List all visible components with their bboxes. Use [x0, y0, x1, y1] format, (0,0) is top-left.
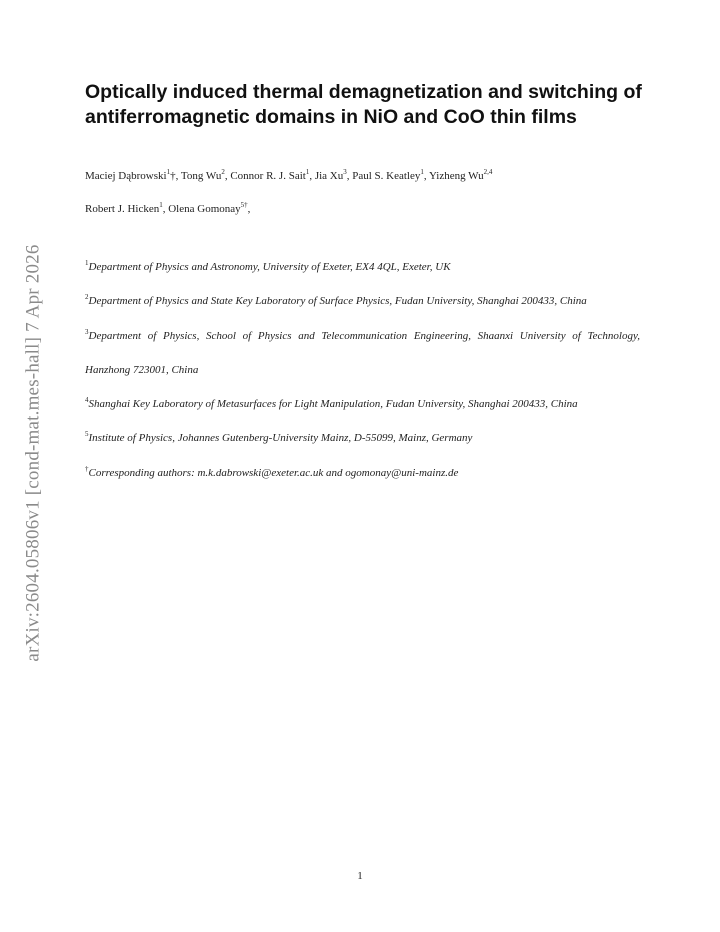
author-separator: , [309, 170, 315, 182]
author-affiliation-marker: 5† [240, 201, 248, 209]
author-affiliation-marker: 2,4 [483, 168, 493, 176]
author-affiliation-marker: 1 [305, 168, 310, 176]
author-affiliation-marker: 3 [343, 168, 347, 176]
affiliation-text: Shanghai Key Laboratory of Metasurfaces for Light Manipulation, Fudan University, Shanghai 200433, China [88, 398, 578, 411]
author-separator: , [423, 170, 429, 182]
author-name: Robert J. Hicken [85, 203, 160, 215]
affiliation [85, 284, 640, 318]
author-list [85, 160, 640, 226]
affiliation-text: Department of Physics, School of Physics and Telecommunication Engineering, Shaanxi University of Technology, Hanzhong 723001, China [85, 329, 640, 376]
author [85, 170, 181, 182]
arxiv-identifier-text: arXiv:2604.05806v1 [cond-mat.mes-hall] 7 Apr 2026 [23, 243, 45, 662]
paper-title: Optically induced thermal demagnetization and switching of antiferromagnetic domains in NiO and CoO thin films [85, 81, 642, 128]
author [181, 170, 230, 182]
author-affiliation-marker: 1 [420, 168, 424, 176]
affiliation-number: 5 [85, 430, 89, 439]
author [168, 203, 250, 215]
author-affiliation-marker: 1 [159, 201, 163, 209]
author-name: Olena Gomonay [168, 203, 241, 215]
affiliation-number: 2 [85, 293, 89, 302]
author-separator: , [346, 170, 353, 182]
author [352, 170, 429, 182]
author [429, 170, 492, 182]
affiliation [85, 387, 640, 421]
author-separator: , [162, 203, 169, 215]
author-affiliation-marker: 2 [221, 168, 225, 176]
author-name: Maciej Dąbrowski [85, 170, 167, 182]
affiliation-number: 1 [85, 259, 89, 267]
affiliation-text: Corresponding authors: m.k.dabrowski@exeter.ac.uk and ogomonay@uni-mainz.de [88, 466, 459, 479]
author-name: Paul S. Keatley [352, 170, 421, 182]
affiliation [85, 456, 640, 490]
affiliation-text: Department of Physics and Astronomy, University of Exeter, EX4 4QL, Exeter, UK [88, 261, 451, 273]
affiliation [85, 250, 640, 284]
author-name: Jia Xu [314, 170, 344, 182]
author-affiliation-marker: 1 [166, 168, 171, 176]
author [230, 170, 314, 182]
author-separator: , [247, 203, 251, 215]
affiliation-text: Department of Physics and State Key Laboratory of Surface Physics, Fudan University, Shanghai 200433, China [88, 295, 587, 308]
author-separator: , [224, 170, 231, 182]
arxiv-identifier [22, 205, 46, 700]
page-number: 1 [357, 870, 363, 882]
affiliation-number: 4 [85, 396, 89, 405]
author [315, 170, 352, 182]
author [85, 203, 168, 215]
author-name: Yizheng Wu [428, 170, 484, 182]
affiliation [85, 319, 640, 388]
author-name: Tong Wu [180, 170, 222, 182]
author-separator: , [175, 170, 181, 182]
corresponding-mark: † [170, 170, 176, 182]
author-name: Connor R. J. Sait [230, 170, 306, 182]
affiliation [85, 421, 640, 455]
affiliation-text: Institute of Physics, Johannes Gutenberg-University Mainz, D-55099, Mainz, Germany [88, 432, 473, 445]
affiliation-list [85, 250, 640, 490]
affiliation-number: † [85, 464, 89, 473]
affiliation-number: 3 [85, 327, 89, 336]
